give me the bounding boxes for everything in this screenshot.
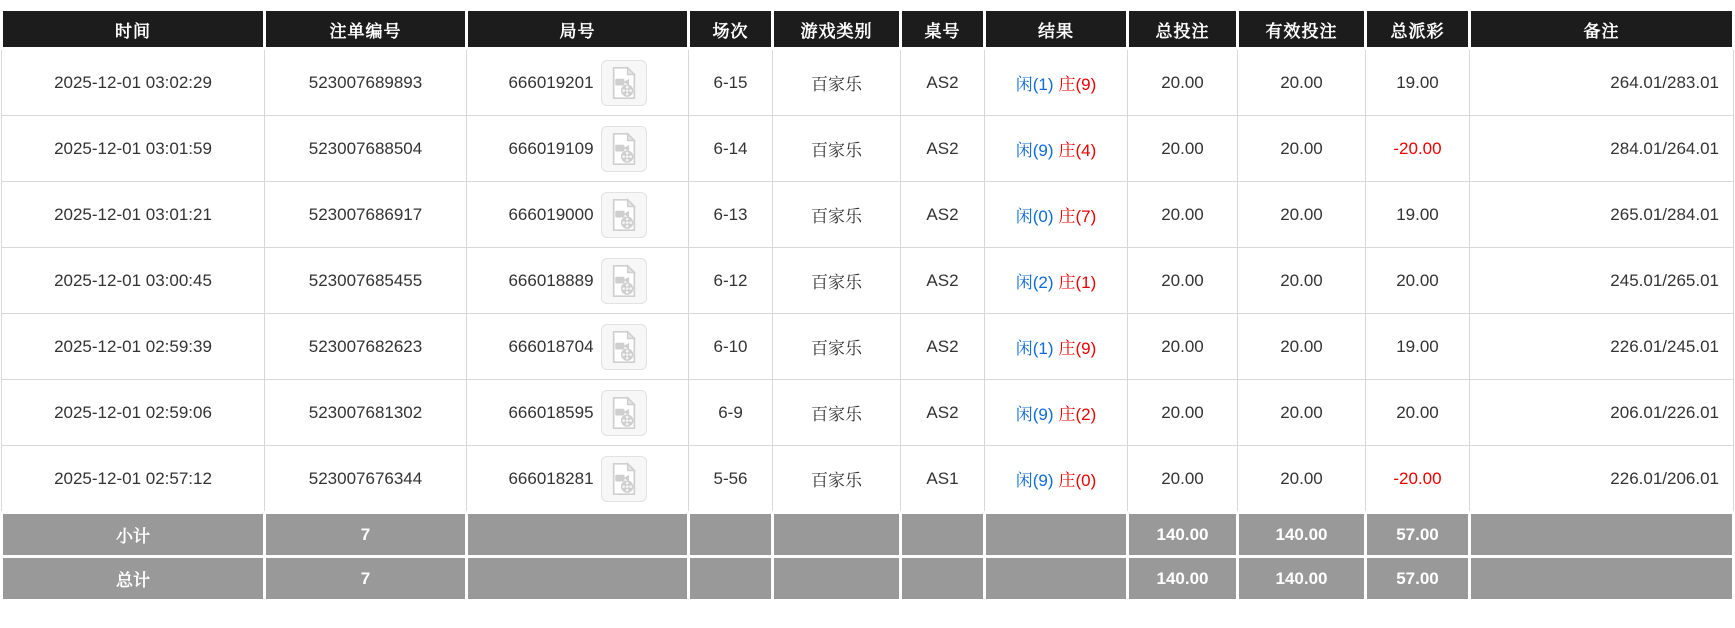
grand-total-empty-cell [773,557,901,601]
grand-total-count: 7 [265,557,467,601]
cell-remark: 284.01/264.01 [1470,116,1734,182]
subtotal-total-payout: 57.00 [1366,513,1470,557]
table-header [2,10,1734,49]
cell-remark: 226.01/206.01 [1470,446,1734,513]
cell-game-type: 百家乐 [773,314,901,380]
subtotal-empty-cell [1470,513,1734,557]
cell-session: 6-14 [689,116,773,182]
cell-total-bet[interactable]: 20.00 [1128,49,1238,116]
table-row [2,49,1734,116]
grand-total-empty-cell [467,557,689,601]
grand-total-empty-cell [985,557,1128,601]
video-replay-button[interactable] [601,390,647,436]
cell-table-no: AS2 [901,49,985,116]
cell-valid-bet: 20.00 [1238,380,1366,446]
grand-total-row [2,557,1734,601]
cell-result [985,116,1128,182]
grand-total-empty-cell [1470,557,1734,601]
video-file-icon [609,198,639,232]
cell-game-type: 百家乐 [773,116,901,182]
round-number: 666019201 [508,72,594,92]
grand-total-total-bet: 140.00 [1128,557,1238,601]
cell-total-bet[interactable]: 20.00 [1128,446,1238,513]
cell-time: 2025-12-01 03:01:59 [2,116,265,182]
cell-total-payout: 19.00 [1366,314,1470,380]
cell-round-id [467,380,689,446]
cell-total-bet[interactable]: 20.00 [1128,380,1238,446]
column-header-valid-bet: 有效投注 [1238,10,1366,49]
cell-bet-id: 523007686917 [265,182,467,248]
cell-game-type: 百家乐 [773,380,901,446]
column-header-total-bet: 总投注 [1128,10,1238,49]
video-file-icon [609,462,639,496]
cell-valid-bet: 20.00 [1238,314,1366,380]
cell-bet-id: 523007689893 [265,49,467,116]
cell-bet-id: 523007685455 [265,248,467,314]
round-number: 666018704 [508,336,594,356]
cell-table-no: AS2 [901,182,985,248]
cell-total-payout: 19.00 [1366,182,1470,248]
round-number: 666018595 [508,402,594,422]
cell-table-no: AS2 [901,248,985,314]
result-banker: 庄(7) [1058,207,1097,226]
table-footer [2,513,1734,601]
cell-time: 2025-12-01 02:59:39 [2,314,265,380]
cell-table-no: AS2 [901,380,985,446]
column-header-round-id: 局号 [467,10,689,49]
cell-remark: 245.01/265.01 [1470,248,1734,314]
table-body [2,49,1734,513]
cell-bet-id: 523007688504 [265,116,467,182]
cell-session: 5-56 [689,446,773,513]
column-header-bet-id: 注单编号 [265,10,467,49]
header-row [2,10,1734,49]
round-number: 666019109 [508,138,594,158]
cell-session: 6-9 [689,380,773,446]
grand-total-empty-cell [689,557,773,601]
cell-total-payout: -20.00 [1366,446,1470,513]
subtotal-empty-cell [985,513,1128,557]
cell-round-id [467,446,689,513]
cell-valid-bet: 20.00 [1238,49,1366,116]
result-player: 闲(9) [1015,471,1054,490]
table-row [2,314,1734,380]
video-file-icon [609,330,639,364]
result-player: 闲(1) [1015,75,1054,94]
column-header-game-type: 游戏类别 [773,10,901,49]
cell-remark: 226.01/245.01 [1470,314,1734,380]
cell-total-payout: 20.00 [1366,248,1470,314]
cell-time: 2025-12-01 03:01:21 [2,182,265,248]
subtotal-count: 7 [265,513,467,557]
cell-game-type: 百家乐 [773,446,901,513]
cell-game-type: 百家乐 [773,49,901,116]
result-player: 闲(2) [1015,273,1054,292]
subtotal-empty-cell [901,513,985,557]
cell-result [985,446,1128,513]
cell-total-payout: 19.00 [1366,49,1470,116]
column-header-time: 时间 [2,10,265,49]
cell-result [985,380,1128,446]
cell-game-type: 百家乐 [773,182,901,248]
table-row [2,116,1734,182]
cell-valid-bet: 20.00 [1238,182,1366,248]
cell-time: 2025-12-01 03:00:45 [2,248,265,314]
round-number: 666018281 [508,468,594,488]
cell-total-bet[interactable]: 20.00 [1128,182,1238,248]
subtotal-valid-bet: 140.00 [1238,513,1366,557]
cell-remark: 265.01/284.01 [1470,182,1734,248]
subtotal-empty-cell [689,513,773,557]
table-row [2,182,1734,248]
cell-table-no: AS2 [901,116,985,182]
round-number: 666018889 [508,270,594,290]
cell-result [985,182,1128,248]
cell-valid-bet: 20.00 [1238,116,1366,182]
cell-remark: 264.01/283.01 [1470,49,1734,116]
cell-total-payout: -20.00 [1366,116,1470,182]
subtotal-total-bet: 140.00 [1128,513,1238,557]
result-banker: 庄(9) [1058,75,1097,94]
grand-total-total-payout: 57.00 [1366,557,1470,601]
cell-session: 6-10 [689,314,773,380]
subtotal-empty-cell [773,513,901,557]
result-player: 闲(1) [1015,339,1054,358]
result-banker: 庄(9) [1058,339,1097,358]
result-banker: 庄(4) [1058,141,1097,160]
result-banker: 庄(0) [1058,471,1097,490]
video-replay-button[interactable] [601,258,647,304]
cell-result [985,248,1128,314]
subtotal-empty-cell [467,513,689,557]
cell-table-no: AS1 [901,446,985,513]
cell-round-id [467,314,689,380]
result-banker: 庄(1) [1058,273,1097,292]
cell-round-id [467,49,689,116]
video-file-icon [609,264,639,298]
video-file-icon [609,66,639,100]
video-replay-button[interactable] [601,324,647,370]
cell-round-id [467,248,689,314]
round-number: 666019000 [508,204,594,224]
cell-total-payout: 20.00 [1366,380,1470,446]
cell-game-type: 百家乐 [773,248,901,314]
cell-total-bet[interactable]: 20.00 [1128,116,1238,182]
result-banker: 庄(2) [1058,405,1097,424]
cell-result [985,314,1128,380]
column-header-total-payout: 总派彩 [1366,10,1470,49]
cell-valid-bet: 20.00 [1238,248,1366,314]
cell-time: 2025-12-01 02:59:06 [2,380,265,446]
cell-bet-id: 523007676344 [265,446,467,513]
cell-session: 6-13 [689,182,773,248]
column-header-table-no: 桌号 [901,10,985,49]
grand-total-empty-cell [901,557,985,601]
subtotal-label: 小计 [2,513,265,557]
video-replay-button[interactable] [601,192,647,238]
table-row [2,446,1734,513]
table-row [2,248,1734,314]
column-header-result: 结果 [985,10,1128,49]
cell-valid-bet: 20.00 [1238,446,1366,513]
cell-bet-id: 523007682623 [265,314,467,380]
grand-total-label: 总计 [2,557,265,601]
video-replay-button[interactable] [601,60,647,106]
cell-total-bet[interactable]: 20.00 [1128,314,1238,380]
bet-records-table [0,8,1735,602]
result-player: 闲(9) [1015,405,1054,424]
cell-total-bet[interactable]: 20.00 [1128,248,1238,314]
cell-round-id [467,116,689,182]
video-replay-button[interactable] [601,456,647,502]
cell-session: 6-12 [689,248,773,314]
video-file-icon [609,396,639,430]
column-header-remark: 备注 [1470,10,1734,49]
cell-bet-id: 523007681302 [265,380,467,446]
video-replay-button[interactable] [601,126,647,172]
cell-time: 2025-12-01 03:02:29 [2,49,265,116]
cell-result [985,49,1128,116]
cell-remark: 206.01/226.01 [1470,380,1734,446]
cell-session: 6-15 [689,49,773,116]
subtotal-row [2,513,1734,557]
video-file-icon [609,132,639,166]
result-player: 闲(9) [1015,141,1054,160]
cell-table-no: AS2 [901,314,985,380]
cell-time: 2025-12-01 02:57:12 [2,446,265,513]
cell-round-id [467,182,689,248]
result-player: 闲(0) [1015,207,1054,226]
grand-total-valid-bet: 140.00 [1238,557,1366,601]
column-header-session: 场次 [689,10,773,49]
table-row [2,380,1734,446]
